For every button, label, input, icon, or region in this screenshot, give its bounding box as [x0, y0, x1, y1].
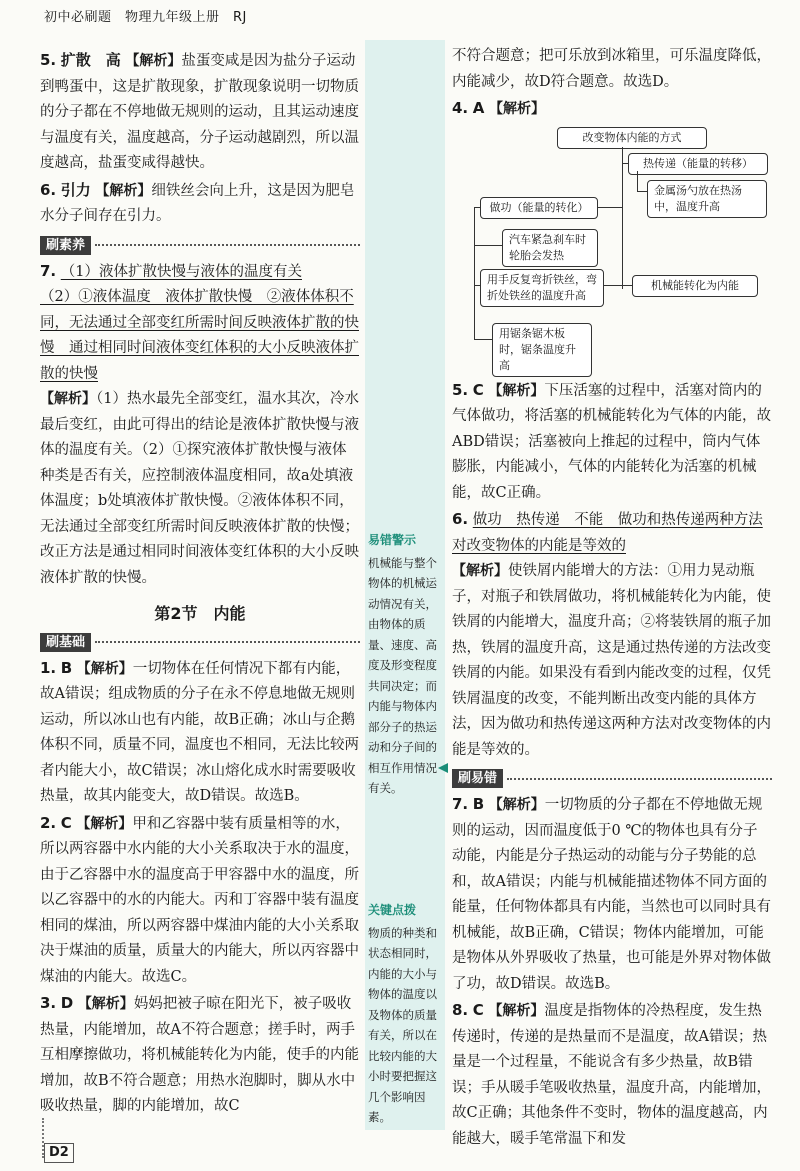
diagram-work-example-2: 用手反复弯折铁丝，弯折处铁丝的温度升高: [480, 269, 604, 307]
diagram-heat-transfer: 热传递（能量的转移）: [628, 153, 768, 175]
diagram-connector: [474, 207, 475, 339]
diagram-heat-example: 金属汤勺放在热汤中，温度升高: [647, 180, 767, 218]
tip-title: 易错警示: [368, 533, 417, 547]
diagram-work-example-3: 用锯条锯木板时，锯条温度升高: [492, 323, 592, 377]
right-column: [452, 44, 772, 1153]
diagram-work: 做功（能量的转化）: [480, 197, 598, 219]
question-8: 8. C 【解析】温度是指物体的冷热程度，发生热传递时，传递的是热量而不是温度，故A错误；热量是一个过程量，不能说含有多少热量，故B错误；手从暖手笔吸收热量，温度升高，内能增加，故C正确；其他条件不变时，物体的温度越高，内能越大，暖手笔常温下和发: [452, 1001, 771, 1147]
section-divider: [40, 633, 360, 652]
left-column: [40, 48, 360, 1121]
concept-diagram: [452, 125, 772, 370]
question-1: 1. B 【解析】一切物体在任何情况下都有内能，故A错误；组成物质的分子在永不停息地做无规则运动，所以冰山也有内能，故B正确；冰山与企鹅体积不同，质量不同，温度也不相同，无法比较两者内能大小，故C错误；冰山熔化成水时需要吸收热量，故其内能变大，故D错误。故选B。: [40, 658, 359, 804]
question-4: 4. A 【解析】: [452, 99, 545, 117]
diagram-connector: [622, 285, 632, 286]
question-5: 5. C 【解析】下压活塞的过程中，活塞对筒内的气体做功，将活塞的机械能转化为气体的内能，故ABD错误；活塞被向上推起的过程中，筒内气体膨胀，内能减小，气体的内能转化为活塞的机械能，故C正确。: [452, 380, 771, 501]
arrow-icon: [438, 763, 448, 773]
diagram-connector: [474, 207, 480, 208]
section-divider: [40, 236, 360, 255]
section-divider: [452, 769, 772, 788]
footer-decoration: [0, 1118, 44, 1158]
question-7: 7. （1）液体扩散快慢与液体的温度有关 （2）①液体温度 液体扩散快慢 ②液体体积不同，无法通过全部变红所需时间反映液体扩散的快慢 通过相同时间液体变红体积的大小反映液体扩散的快慢 【解析】（1）热水最先全部变红，温水其次，冷水最后变红，由此可得出的结论是液体扩散快慢与液体的温度有关。（2）①探究液体扩散快慢与液体种类是否有关，应控制液体温度相同，故a处填液体温度；b处填液体扩散快慢。②液体体积不同，无法通过全部变红所需时间反映液体扩散的快慢；改正方法是通过相同时间液体变红体积的大小反映液体扩散的快慢。: [40, 261, 359, 586]
section-title: 第2节 内能: [154, 604, 246, 623]
section-tag: 刷基础: [40, 633, 91, 652]
diagram-mechanical-to-internal: 机械能转化为内能: [632, 275, 758, 297]
diagram-connector: [637, 191, 647, 192]
question-6: 6. 做功 热传递 不能 做功和热传递两种方法对改变物体的内能是等效的 【解析】使铁屑内能增大的方法：①用力晃动瓶子，对瓶子和铁屑做功，将机械能转化为内能，使铁屑的内能增大，温度升高；②将装铁屑的瓶子加热，铁屑的温度升高，这是通过热传递的方法改变铁屑的内能。如果没有看到内能改变的过程，仅凭铁屑温度的改变，不能判断出改变内能的具体方法，因为做功和热传递这两种方法对改变物体的内能是等效的。: [452, 510, 771, 758]
question-3: 3. D 【解析】妈妈把被子晾在阳光下，被子吸收热量，内能增加，故A不符合题意；搓手时，两手互相摩擦做功，将机械能转化为内能，使手的内能增加，故B不符合题意；用热水泡脚时，脚从水中吸收热量，脚的内能增加，故C: [40, 994, 359, 1114]
section-tag: 刷素养: [40, 236, 91, 255]
question-5: 5. 扩散 高 【解析】盐蛋变咸是因为盐分子运动到鸭蛋中，这是扩散现象，扩散现象说明一切物质的分子都在不停地做无规则的运动，且其运动速度与温度有关，温度越高，分子运动越剧烈，所以温度越高，盐蛋变咸得越快。: [40, 51, 359, 171]
diagram-connector: [598, 207, 623, 208]
section-tag: 刷易错: [452, 769, 503, 788]
tip-title: 关键点拨: [368, 903, 417, 917]
page-number: D2: [44, 1143, 74, 1163]
diagram-connector: [604, 285, 622, 286]
question-6: 6. 引力 【解析】细铁丝会向上升，这是因为肥皂水分子间存在引力。: [40, 180, 355, 224]
question-3-continued: 不符合题意；把可乐放到冰箱里，可乐温度降低，内能减少，故D符合题意。故选D。: [452, 48, 771, 90]
diagram-root: 改变物体内能的方式: [557, 127, 707, 149]
diagram-work-example-1: 汽车紧急刹车时轮胎会发热: [502, 229, 598, 267]
page-header: 初中必刷题 物理九年级上册 RJ: [44, 10, 247, 25]
diagram-connector: [622, 147, 623, 289]
diagram-connector: [474, 339, 492, 340]
diagram-connector: [637, 171, 638, 191]
question-7: 7. B 【解析】一切物质的分子都在不停地做无规则的运动，因而温度低于0 ℃的物体也具有分子动能，内能是分子热运动的动能与分子势能的总和，故A错误；内能与机械能描述物体不同方面的能量，任何物体都具有内能，当然也可以同时具有机械能，故B正确，C错误；物体内能增加，可能是物体从外界吸收了热量，也可能是外界对物体做了功，故D错误。故选B。: [452, 795, 771, 992]
tip-text: 机械能与整个物体的机械运动情况有关，由物体的质量、速度、高度及形变程度共同决定；而内能与物体内部分子的热运动和分子间的相互作用情况有关。: [368, 555, 437, 795]
tip-key-point: [368, 900, 446, 1128]
question-2: 2. C 【解析】甲和乙容器中装有质量相等的水，所以两容器中水内能的大小关系取决于水的温度，由于乙容器中水的温度高于甲容器中水的温度，所以乙容器中的水的内能大。丙和丁容器中装有温度相同的煤油，所以两容器中煤油内能的大小关系取决于煤油的质量，质量大的内能大，所以丙容器中煤油的内能大。故选C。: [40, 813, 359, 985]
tip-text: 物质的种类和状态相同时，内能的大小与物体的温度以及物体的质量有关，所以在比较内能的大小时要把握这几个影响因素。: [368, 925, 437, 1124]
diagram-connector: [474, 245, 502, 246]
tip-error-warning: [368, 530, 446, 799]
